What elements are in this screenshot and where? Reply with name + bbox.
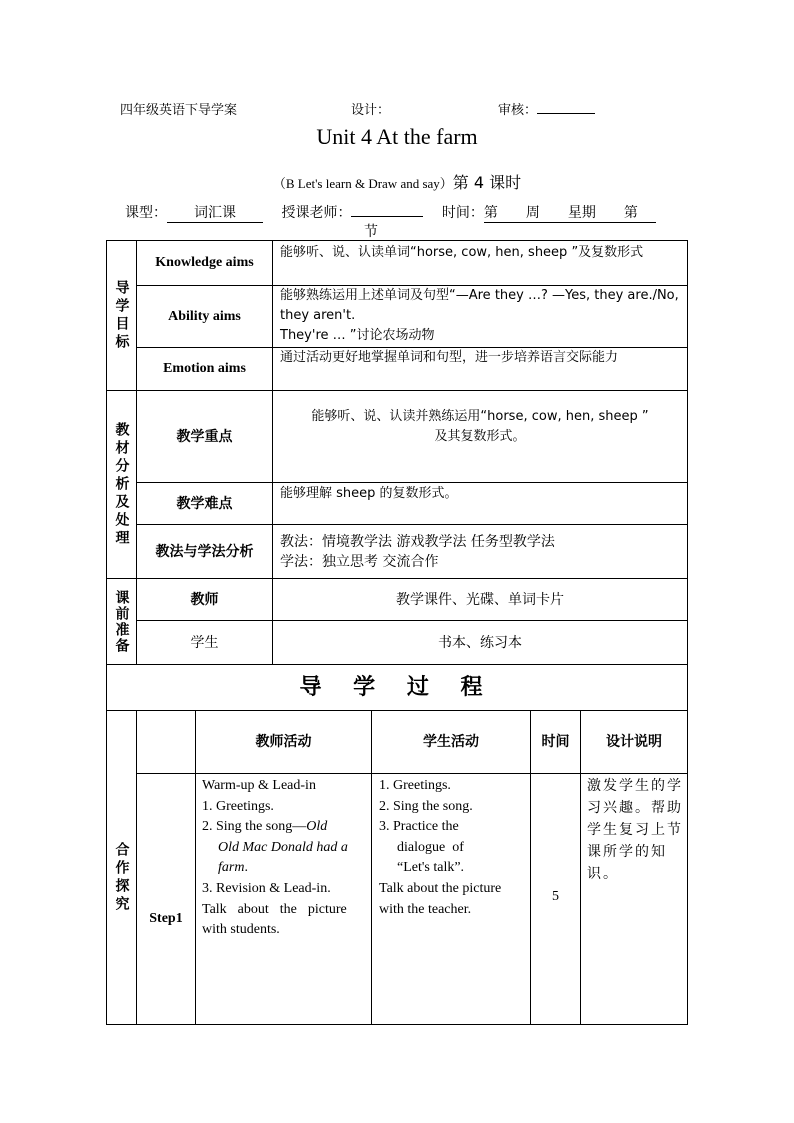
emotion-aims-text: 通过活动更好地掌握单词和句型，进一步培养语言交际能力 [280,350,619,365]
lesson-meta [125,202,656,223]
aims-section-text: 导学目标 [113,279,130,352]
student-line: 1. Greetings. [379,778,451,793]
subtitle-part: （B Let's learn & Draw and say） [272,176,453,191]
time-cont: 节 [364,224,378,240]
teacher-line-end: . [244,860,248,876]
time-label: 时间： [441,205,484,221]
analysis-section-label [107,391,136,578]
review-label [498,99,595,118]
review-blank [537,99,595,114]
header-time: 时间 [541,734,570,750]
student-line: 3. Practice the [379,819,459,835]
step-label: Step1 [149,911,183,926]
design-label: 设计： [351,103,391,118]
ability-aims-text: 能够熟练运用上述单词及句型“—Are they …? —Yes, they are./No, they aren't. They're … ”讨论农场动物 [280,288,679,343]
teacher-line: Warm-up & Lead-in [202,778,316,793]
prep-student-text: 书本、练习本 [438,634,522,651]
teacher-label: 授课老师： [281,205,352,221]
teacher-value [351,216,423,217]
header-teacher-activity: 教师活动 [255,734,312,750]
doc-header-left: 四年级英语下导学案 [120,103,238,118]
review-label-text: 审核： [498,103,538,118]
teacher-line-part: 2. Sing the song— [202,819,307,835]
prep-teacher-text: 教学课件、光碟、单词卡片 [396,591,564,608]
method-label: 教法与学法分析 [155,543,254,560]
subtitle [0,170,794,193]
header-design-note: 设计说明 [606,734,662,750]
page-title: Unit 4 At the farm [316,124,478,149]
key-point-label: 教学重点 [176,428,233,445]
type-label: 课型： [125,205,167,221]
process-section-text: 合作探究 [113,841,130,914]
time-value: 第 周 星期 第 [484,202,656,223]
student-line: with the teacher. [379,901,472,917]
teacher-line: 3. Revision & Lead-in. [202,880,331,896]
analysis-section-text: 教材分析及处理 [113,421,130,548]
teacher-line [202,838,367,879]
process-title: 导 学 过 程 [299,674,495,700]
student-line: 2. Sing the song. [379,798,473,814]
aims-section-label [107,241,136,390]
student-line: “Let's talk”. [397,860,465,876]
teacher-line [202,817,367,838]
teacher-line: Talk about the picture [202,901,347,917]
prep-student-label: 学生 [190,634,219,651]
difficulty-text: 能够理解 sheep 的复数形式。 [280,486,458,501]
rule-bottom [106,1024,688,1025]
key-point-text: 能够听、说、认读并熟练运用“horse, cow, hen, sheep ” 及其复数形式。 [311,408,649,444]
method-text: 教法：情境教学法 游戏教学法 任务型教学法 学法：独立思考 交流合作 [280,533,555,570]
teacher-activity [202,776,367,976]
teacher-line: with students. [202,922,280,938]
design-note: 激发学生的学习兴趣。帮助学生复习上节课所学的知识。 [587,778,683,882]
difficulty-label: 教学难点 [176,495,233,512]
teacher-line: 1. Greetings. [202,798,274,814]
process-section-label [107,711,136,1024]
prep-section-label [107,579,136,664]
knowledge-aims-label: Knowledge aims [155,255,254,270]
student-activity [379,776,527,936]
song-title: Old Mac Donald had a farm [218,839,348,876]
rule-right [687,240,688,1025]
subtitle-lesson: 第 4 课时 [452,173,522,192]
prep-section-text: 课前准备 [113,589,130,654]
song-title-start: Old [306,819,328,835]
ability-aims-label: Ability aims [168,308,241,324]
knowledge-aims-text: 能够听、说、认读单词“horse, cow, hen, sheep ”及复数形式 [280,245,644,260]
student-line: Talk about the picture [379,880,502,896]
header-student-activity: 学生活动 [423,734,479,750]
type-value: 词汇课 [167,202,263,223]
emotion-aims-label: Emotion aims [163,361,246,376]
prep-teacher-label: 教师 [190,591,219,608]
student-line: dialogue of [397,839,464,855]
step-time: 5 [552,889,559,904]
rule-h [136,773,688,774]
